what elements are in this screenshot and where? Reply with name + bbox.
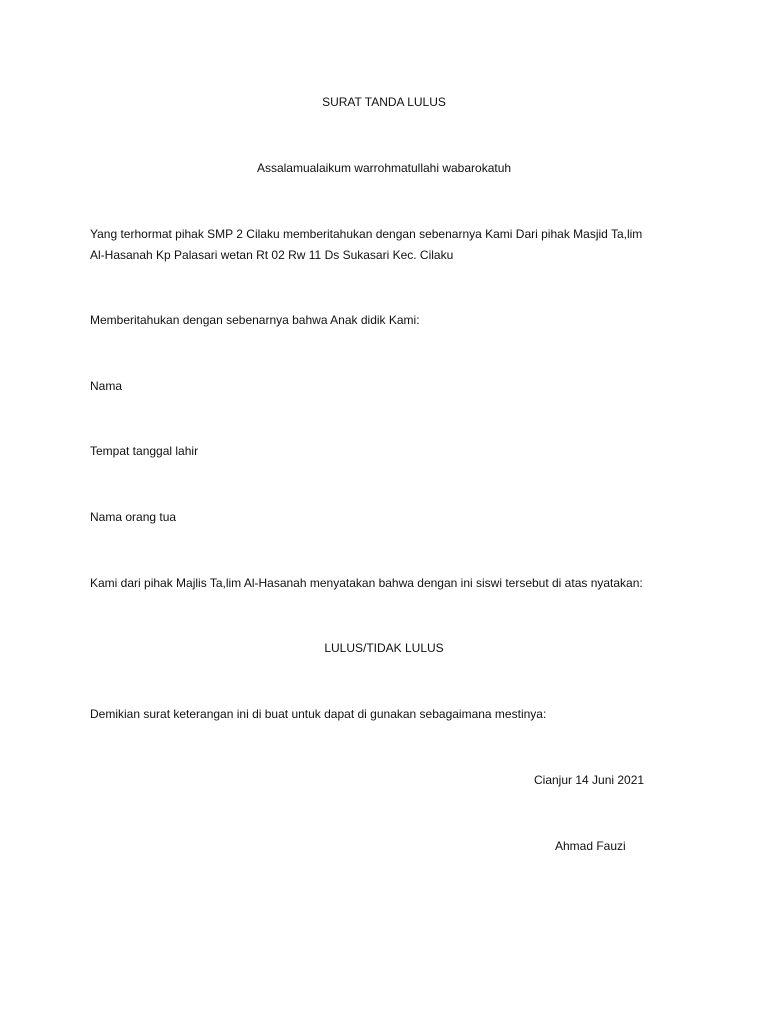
result-text: LULUS/TIDAK LULUS	[324, 641, 444, 655]
greeting: Assalamualaikum warrohmatullahi wabarokatuh	[256, 161, 512, 175]
closing-text: Demikian surat keterangan ini di buat untuk dapat di gunakan sebagaimana mestinya:	[90, 707, 547, 721]
notice-text: Memberitahukan dengan sebenarnya bahwa Anak didik Kami:	[90, 313, 420, 327]
statement-text: Kami dari pihak Majlis Ta,lim Al-Hasanah menyatakan bahwa dengan ini siswi tersebut di atas nyatakan:	[90, 576, 643, 590]
intro-line-2: Al-Hasanah Kp Palasari wetan Rt 02 Rw 11 Ds Sukasari Kec. Cilaku	[90, 248, 454, 262]
field-parent-label: Nama orang tua	[90, 510, 177, 524]
place-date: Cianjur 14 Juni 2021	[534, 773, 645, 787]
field-name-label: Nama	[90, 379, 123, 393]
intro-line-1: Yang terhormat pihak SMP 2 Cilaku memberitahukan dengan sebenarnya Kami Dari pihak Masjid Ta,lim	[90, 227, 643, 241]
signatory-name: Ahmad Fauzi	[555, 839, 626, 853]
letter-title: SURAT TANDA LULUS	[322, 95, 446, 109]
field-birth-label: Tempat tanggal lahir	[90, 444, 199, 458]
